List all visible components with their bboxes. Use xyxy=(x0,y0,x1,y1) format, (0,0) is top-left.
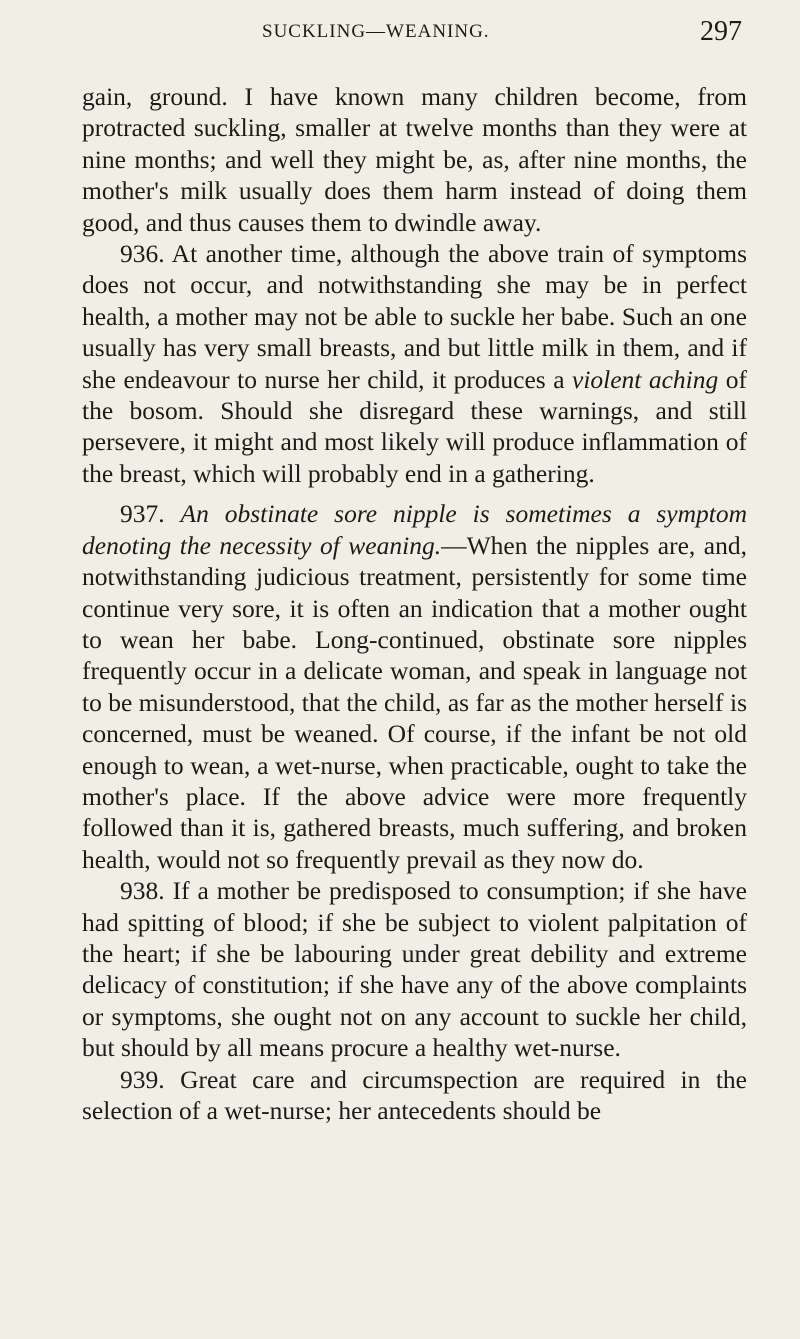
running-header xyxy=(262,18,742,52)
paragraph-936-text: 936. At another time, although the above train of symptoms does not occur, and notwithstanding she may be in perfect health, a mother may not be able to suckle her babe. Such an one usually has very small breasts, and but little milk in them, and if she endeavour to nurse her child, it produces a xyxy=(82,239,747,394)
paragraph-936 xyxy=(82,238,747,489)
page-number: 297 xyxy=(700,16,742,47)
paragraph-937 xyxy=(82,498,747,875)
body-text xyxy=(82,81,747,1126)
paragraph-937-text: —When the nipples are, and, notwithstanding judicious treatment, persistently for some time continue very sore, it is often an indication that a mother ought to wean her babe. Long-continued, obstinate sore nipples frequently occur in a delicate woman, and speak in language not to be misunderstood, that the child, as far as the mother herself is concerned, must be weaned. Of course, if the infant be not old enough to wean, a wet-nurse, when practicable, ought to take the mother's place. If the above advice were more frequently followed than it is, gathered breasts, much suffering, and broken health, would not so frequently prevail as they now do. xyxy=(82,530,747,874)
paragraph-939: 939. Great care and circumspection are required in the selection of a wet-nurse; her antecedents should be xyxy=(82,1064,747,1125)
paragraph-938: 938. If a mother be predisposed to consumption; if she have had spitting of blood; if she be subject to violent palpitation of the heart; if she be labouring under great debility and extreme delicacy of constitution; if she have any of the above complaints or symptoms, she ought not on any account to suckle her child, but should by all means procure a healthy wet-nurse. xyxy=(82,876,747,1063)
paragraph-937-number: 937. xyxy=(120,499,165,529)
running-title: SUCKLING—WEANING. xyxy=(262,21,490,42)
paragraph-936-italic: violent aching xyxy=(572,364,719,394)
paragraph-936-text-after: of the bosom. Should she disregard these warnings, and still persevere, it might and most likely will produce inflammation of the breast, which will probably end in a gathering. xyxy=(82,364,747,488)
paragraph-continuation: gain, ground. I have known many children become, from protracted suckling, smaller at twelve months than they were at nine months; and well they might be, as, after nine months, the mother's milk usually does them harm instead of doing them good, and thus causes them to dwindle away. xyxy=(82,82,747,237)
paragraph-937-heading: An obstinate sore nipple is sometimes a symptom denoting the necessity of weaning. xyxy=(82,499,747,560)
